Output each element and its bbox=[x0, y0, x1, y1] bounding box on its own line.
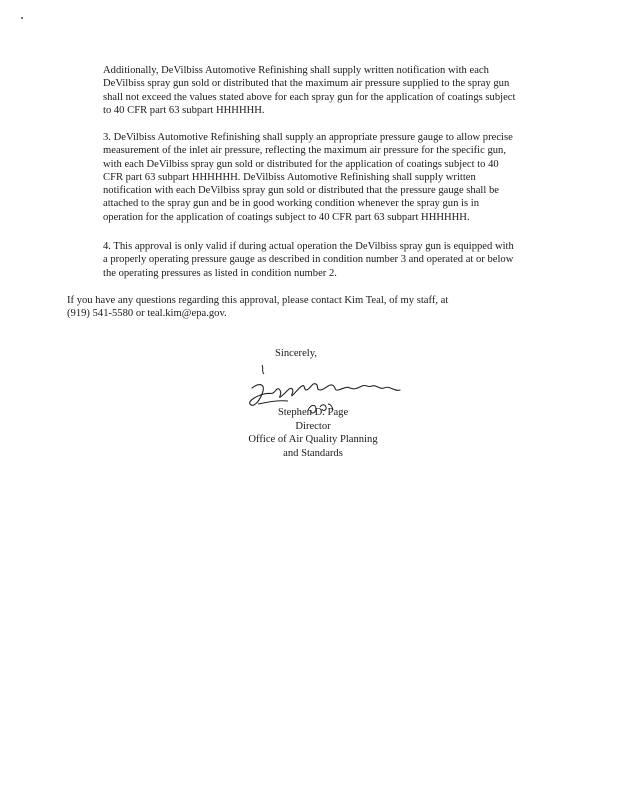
text-line: to 40 CFR part 63 subpart HHHHHH. bbox=[103, 104, 265, 116]
text-line: attached to the spray gun and be in good working condition whenever the spray gun is in bbox=[103, 198, 479, 210]
contact-paragraph bbox=[67, 294, 573, 321]
signer-title: Director bbox=[295, 420, 331, 432]
text-line: 3. DeVilbiss Automotive Refinishing shall supply an appropriate pressure gauge to allow precise bbox=[103, 132, 513, 143]
text-line: (919) 541-5580 or teal.kim@epa.gov. bbox=[67, 308, 227, 320]
text-line: Additionally, DeVilbiss Automotive Refinishing shall supply written notification with each bbox=[103, 65, 489, 76]
signer-name: Stephen D. Page bbox=[277, 407, 349, 418]
text-line: operation for the application of coatings subject to 40 CFR part 63 subpart HHHHHH. bbox=[103, 211, 470, 223]
text-line: a properly operating pressure gauge as described in condition number 3 and operated at or below bbox=[103, 254, 514, 266]
text-line: DeVilbiss spray gun sold or distributed that the maximum air pressure supplied to the spray gun bbox=[103, 78, 510, 90]
text-line: CFR part 63 subpart HHHHHH. DeVilbiss Automotive Refinishing shall supply written bbox=[103, 171, 476, 183]
signer-office-line2: and Standards bbox=[283, 447, 343, 459]
text-line: measurement of the inlet air pressure, reflecting the maximum air pressure for the specific gun, bbox=[103, 145, 507, 157]
scan-speck bbox=[21, 17, 23, 19]
text-line: If you have any questions regarding this approval, please contact Kim Teal, of my staff, at bbox=[67, 295, 449, 306]
condition-4-paragraph bbox=[103, 240, 573, 280]
paragraph-continued bbox=[103, 64, 573, 117]
text-line: 4. This approval is only valid if during actual operation the DeVilbiss spray gun is equipped with bbox=[103, 241, 514, 252]
text-line: shall not exceed the values stated above for each spray gun for the application of coatings subject bbox=[103, 91, 516, 103]
text-line: notification with each DeVilbiss spray gun sold or distributed that the pressure gauge shall be bbox=[103, 185, 499, 197]
signature-block bbox=[228, 406, 398, 460]
closing: Sincerely, bbox=[275, 348, 317, 359]
condition-3-paragraph bbox=[103, 131, 573, 224]
text-line: with each DeVilbiss spray gun sold or distributed for the application of coatings subject to 40 bbox=[103, 158, 499, 170]
signer-office-line1: Office of Air Quality Planning bbox=[248, 434, 378, 445]
text-line: the operating pressures as listed in condition number 2. bbox=[103, 267, 337, 279]
